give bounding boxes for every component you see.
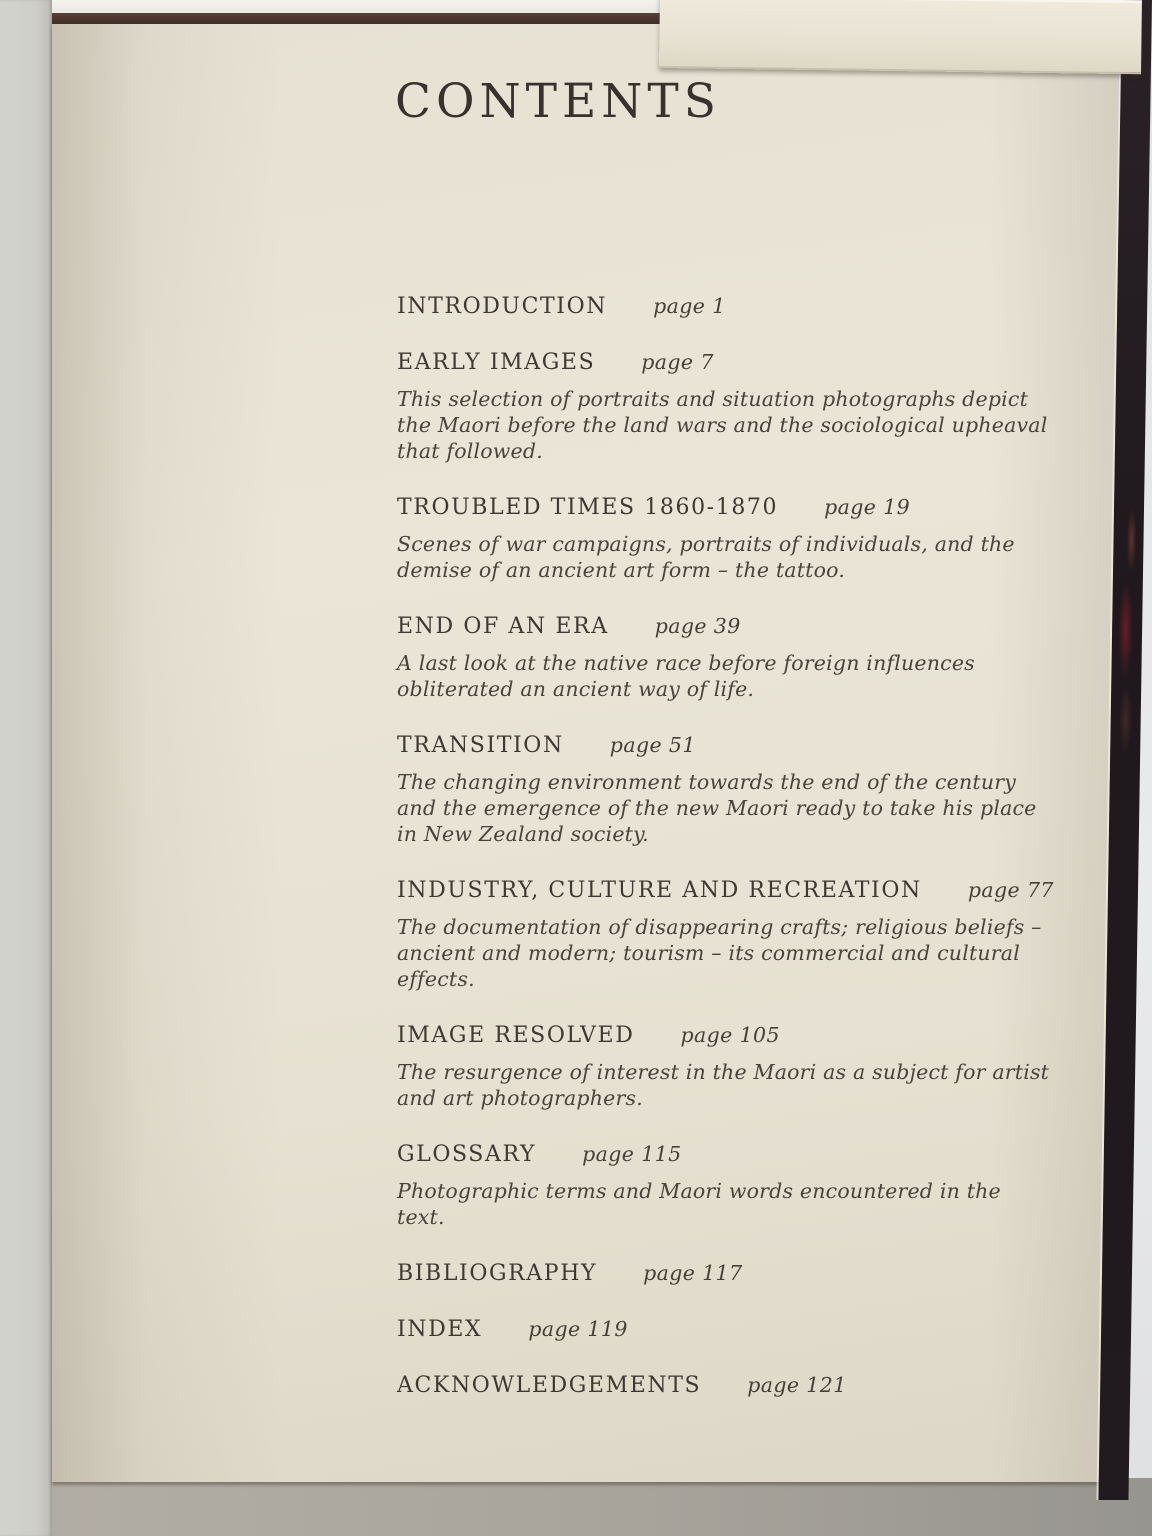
- toc-entry: [397, 350, 1057, 464]
- toc-entry: [397, 733, 1057, 847]
- toc-entry-head: [397, 294, 1057, 319]
- entry-page-label: page 19: [824, 495, 911, 519]
- entry-page-label: page 7: [641, 350, 714, 374]
- toc-entry-head: [397, 1261, 1057, 1286]
- entry-title: INDUSTRY, CULTURE AND RECREATION: [397, 878, 922, 903]
- entry-description: Photographic terms and Maori words encountered in the text.: [397, 1179, 1001, 1229]
- entry-page-label: page 119: [528, 1317, 628, 1341]
- entry-title: EARLY IMAGES: [397, 350, 596, 375]
- entry-page-label: page 39: [654, 614, 741, 638]
- toc-entry-head: [397, 878, 1057, 903]
- entry-page-label: page 1: [653, 294, 726, 318]
- toc-entry: [397, 614, 1057, 702]
- toc-entry: [397, 1373, 1057, 1398]
- page-title: CONTENTS: [395, 74, 721, 129]
- entry-title: TRANSITION: [397, 733, 564, 758]
- toc-entry-head: [397, 350, 1057, 375]
- entry-title: INTRODUCTION: [397, 294, 608, 319]
- toc-entry: [397, 1261, 1057, 1286]
- entry-page-label: page 117: [643, 1261, 743, 1285]
- toc-entry-head: [397, 733, 1057, 758]
- toc-entry-head: [397, 495, 1057, 520]
- entry-title: IMAGE RESOLVED: [397, 1023, 635, 1048]
- toc-entry: [397, 1023, 1057, 1111]
- entry-title: ACKNOWLEDGEMENTS: [397, 1373, 702, 1398]
- entry-description: The documentation of disappearing crafts; religious beliefs – ancient and modern; tourism – its commercial and cultural effects.: [397, 915, 1042, 991]
- toc-entry-head: [397, 614, 1057, 639]
- entry-title: TROUBLED TIMES 1860-1870: [397, 495, 779, 520]
- toc-entry-head: [397, 1142, 1057, 1167]
- entry-description: The resurgence of interest in the Maori as a subject for artist and art photographers.: [397, 1060, 1050, 1110]
- toc-entry: [397, 294, 1057, 319]
- entry-page-label: page 105: [680, 1023, 780, 1047]
- entry-description: The changing environment towards the end of the century and the emergence of the new Maori ready to take his place in New Zealand society.: [397, 770, 1037, 846]
- toc-entry: [397, 878, 1057, 992]
- entry-title: BIBLIOGRAPHY: [397, 1261, 598, 1286]
- toc-entry: [397, 1317, 1057, 1342]
- entry-page-label: page 121: [747, 1373, 847, 1397]
- entry-title: INDEX: [397, 1317, 483, 1342]
- entry-description: Scenes of war campaigns, portraits of individuals, and the demise of an ancient art form – the tattoo.: [397, 532, 1015, 582]
- page-corner-flap: [659, 0, 1142, 74]
- toc-entry: [397, 1142, 1057, 1230]
- entry-description: This selection of portraits and situation photographs depict the Maori before the land wars and the sociological upheaval that followed.: [397, 387, 1048, 463]
- entry-page-label: page 51: [609, 733, 696, 757]
- table-of-contents: [397, 294, 1057, 1429]
- entry-description: A last look at the native race before foreign influences obliterated an ancient way of life.: [397, 651, 975, 701]
- top-page-edge: [52, 0, 702, 13]
- contents-page: [52, 24, 1118, 1482]
- background-surface-bottom: [0, 1478, 1152, 1536]
- page-stack-edge-left: [0, 0, 52, 1536]
- toc-entry: [397, 495, 1057, 583]
- entry-title: GLOSSARY: [397, 1142, 537, 1167]
- toc-entry-head: [397, 1317, 1057, 1342]
- entry-page-label: page 77: [967, 878, 1054, 902]
- toc-entry-head: [397, 1373, 1057, 1398]
- entry-page-label: page 115: [582, 1142, 682, 1166]
- toc-entry-head: [397, 1023, 1057, 1048]
- entry-title: END OF AN ERA: [397, 614, 609, 639]
